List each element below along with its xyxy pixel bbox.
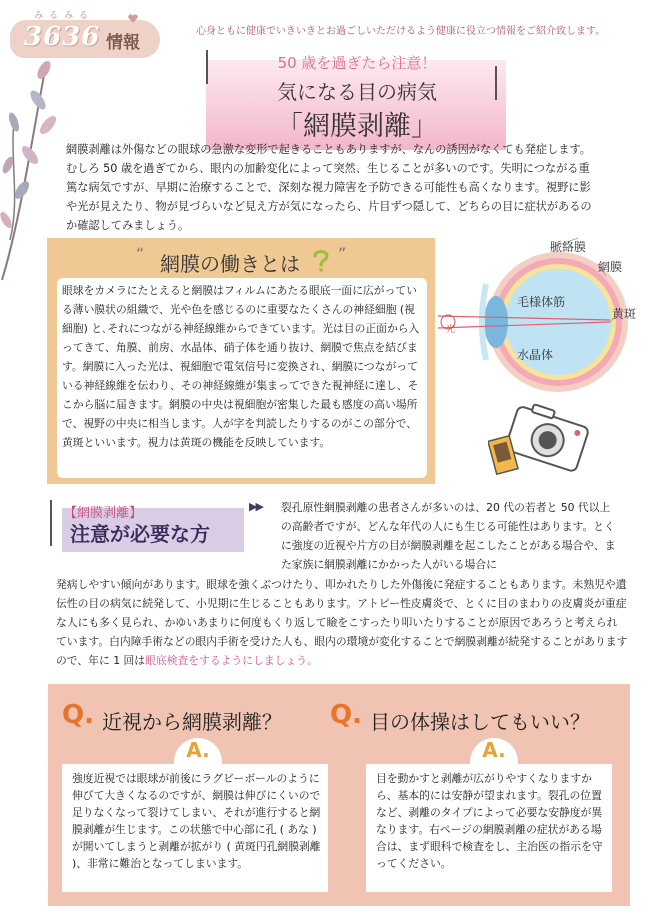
q-mark-1: Q.: [62, 700, 94, 730]
caution-title: 注意が必要な方: [70, 522, 210, 546]
heart-icon: [128, 14, 138, 23]
answer-1: 強度近視では眼球が前後にラグビーボールのように伸びて大きくなるのですが、網膜は伸びにくいので足りなくなって裂けてしまい、それが進行すると網膜剥離が生じます。この状態で中心部に孔 ( あな ) が開いてしまうと剥離が拡がり ( 黄斑円孔網膜剥離 )、非常に難治となってしまいます。: [72, 772, 321, 870]
camera-icon: [488, 398, 594, 478]
q-mark-2: Q.: [330, 700, 362, 730]
question-1: 近視から網膜剥離？: [102, 710, 282, 734]
label-retina: 網膜: [598, 260, 623, 274]
question-mark-icon: [310, 248, 332, 272]
caution-tag: 【網膜剥離】: [64, 506, 143, 521]
title-subtitle: 50 歳を過ぎたら注意！: [277, 54, 437, 72]
label-macula: 黄斑: [612, 307, 637, 321]
caution-highlight: 眼底検査をするようにしましょう。: [145, 654, 318, 667]
caution-text-top: 裂孔原性網膜剥離の患者さんが多いのは、20 代の若者と 50 代以上の高齢者ですが、どんな年代の人にも生じる可能性はあります。とくに強度の近視や片方の目が網膜剥離を起こしたことがある場合や、また家族に網膜剥離にかかった人がいる場合に: [281, 501, 616, 571]
function-text: 眼球をカメラにたとえると網膜はフィルムにあたる眼底一面に広がっている薄い膜状の組織で、光や色を感じるのに重要なたくさんの神経細胞 (視細胞) と､それにつながる神経線維からできています。光は目の正面から入ってきて、角膜、前房、水晶体、硝子体を通り抜け、網膜で焦点を結びます。網膜に入った光は、視細胞で電気信号に変換され、網膜につながっている神経線維を伝わり、その神経線維が集まってできた視神経に達し、そこから脳に届きます。網膜の中央は視細胞が密集した最も感度の高い場所で、視野の中央に相当します。人が字を判読したりするのがこの部分で、黄斑といいます。視力は黄斑の機能を反映しています。: [62, 284, 420, 449]
quote-close-mark: ”: [338, 244, 347, 263]
caution-text-bottom: [56, 575, 628, 670]
caution-divider: [50, 500, 52, 546]
logo-info-label: 情報: [106, 33, 140, 53]
eye-lens: [484, 296, 508, 348]
a-mark-1: A.: [174, 738, 222, 764]
page-title: 「網膜剥離」: [276, 111, 438, 142]
quote-open-mark: “: [136, 244, 145, 263]
title-divider-left: [206, 50, 208, 84]
label-ciliary-muscle: 毛様体筋: [517, 295, 566, 309]
answer-2: 目を動かすと剥離が広がりやすくなりますから、基本的には安静が望まれます。裂孔の位置など、剥離のタイプによって必要な安静度が異なります。右ページの網膜剥離の症状がある場合は、まず眼科で検査をし、主治医の指示を守ってください。: [376, 772, 603, 870]
label-choroid: 脈絡膜: [550, 240, 587, 254]
double-arrow-icon: ▶▶: [249, 500, 262, 513]
label-lens: 水晶体: [517, 348, 554, 362]
question-2: 目の体操はしてもいい？: [370, 710, 590, 734]
tagline: 心身ともに健康でいきいきとお過ごしいただけるよう健康に役立つ情報をご紹介致します。: [196, 26, 606, 37]
caution-text-body: 発病しやすい傾向があります。眼球を強くぶつけたり、叩かれたりした外傷後に発症することもあります。未熟児や遺伝性の目の病気に続発して、小児期に生じることもあります。アトピー性皮膚炎で、とくに目のまわりの皮膚炎が重症な人にも多く見られ、かゆいあまりに何度もくり返して瞼をこすったり叩いたりすることが原因であろうと考えられています。白内障手術などの眼内手術を受けた人も、眼内の環境が変化することで網膜剥離が続発することがありますので、年に 1 回は: [56, 578, 628, 667]
intro-paragraph: 網膜剥離は外傷などの眼球の急激な変形で起きることもありますが、なんの誘因がなくても発症します。むしろ 50 歳を過ぎてから、眼内の加齢変化によって突然、生じることが多いのです。失明につながる重篤な病気ですが、早期に治療することで、深刻な視力障害を予防できる可能性も高くなります。視野に影や光が見えたり、物が見づらいなど見え方が気になったら、片目ずつ隠して、どちらの目に症状があるのか確認してみましょう。: [66, 143, 592, 232]
title-lead: 気になる目の病気: [277, 80, 437, 104]
logo-number: 3636: [24, 22, 101, 52]
a-mark-2: A.: [470, 738, 518, 764]
function-heading: 網膜の働きとは: [160, 252, 300, 276]
logo-ruby: みるみる: [34, 11, 95, 21]
label-light: 光: [446, 325, 456, 335]
